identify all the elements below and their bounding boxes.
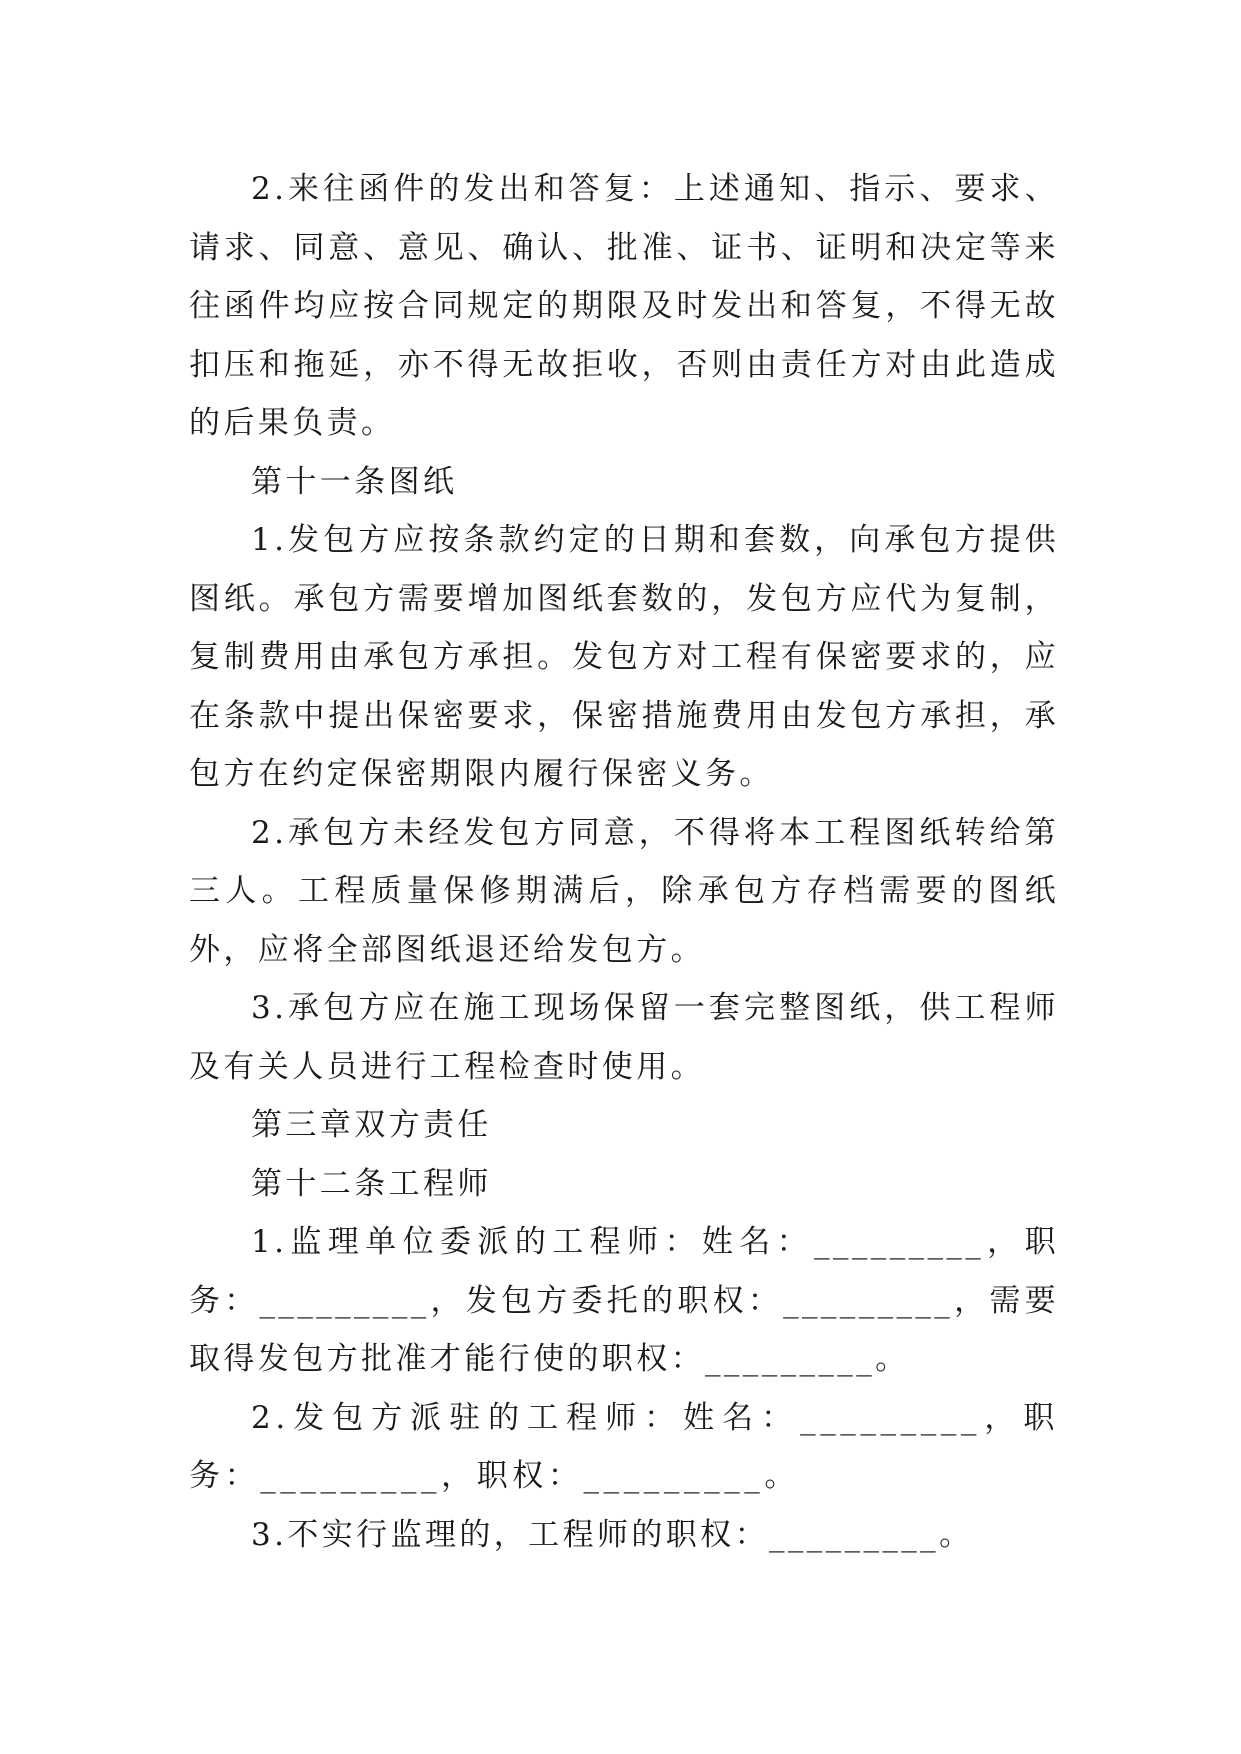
document-page: [189, 160, 1059, 1564]
paragraph-correspondence: 2.来往函件的发出和答复：上述通知、指示、要求、请求、同意、意见、确认、批准、证书、证明和决定等来往函件均应按合同规定的期限及时发出和答复，不得无故扣压和拖延，亦不得无故拒收，否则由责任方对由此造成的后果负责。: [189, 171, 1059, 441]
paragraph-drawings-onsite: 3.承包方应在施工现场保留一套完整图纸，供工程师及有关人员进行工程检查时使用。: [189, 990, 1059, 1085]
paragraph-drawings-return: 2.承包方未经发包方同意，不得将本工程图纸转给第三人。工程质量保修期满后，除承包方存档需要的图纸外，应将全部图纸退还给发包方。: [189, 814, 1059, 968]
paragraph-supervising-engineer: 1.监理单位委派的工程师：姓名：_________，职务：_________，发包方委托的职权：_________，需要取得发包方批准才能行使的职权：_________。: [189, 1224, 1059, 1377]
chapter-3-heading: 第三章双方责任: [251, 1107, 492, 1143]
paragraph-drawings-supply: 1.发包方应按条款约定的日期和套数，向承包方提供图纸。承包方需要增加图纸套数的，发包方应代为复制，复制费用由承包方承担。发包方对工程有保密要求的，应在条款中提出保密要求，保密措施费用由发包方承担，承包方在约定保密期限内履行保密义务。: [189, 522, 1059, 792]
article-12-heading: 第十二条工程师: [251, 1165, 492, 1202]
article-11-heading: 第十一条图纸: [251, 463, 458, 500]
paragraph-no-supervision: 3.不实行监理的，工程师的职权：_________。: [251, 1516, 974, 1553]
paragraph-employer-engineer: 2.发包方派驻的工程师：姓名：_________，职务：_________，职权：_________。: [189, 1399, 1059, 1494]
